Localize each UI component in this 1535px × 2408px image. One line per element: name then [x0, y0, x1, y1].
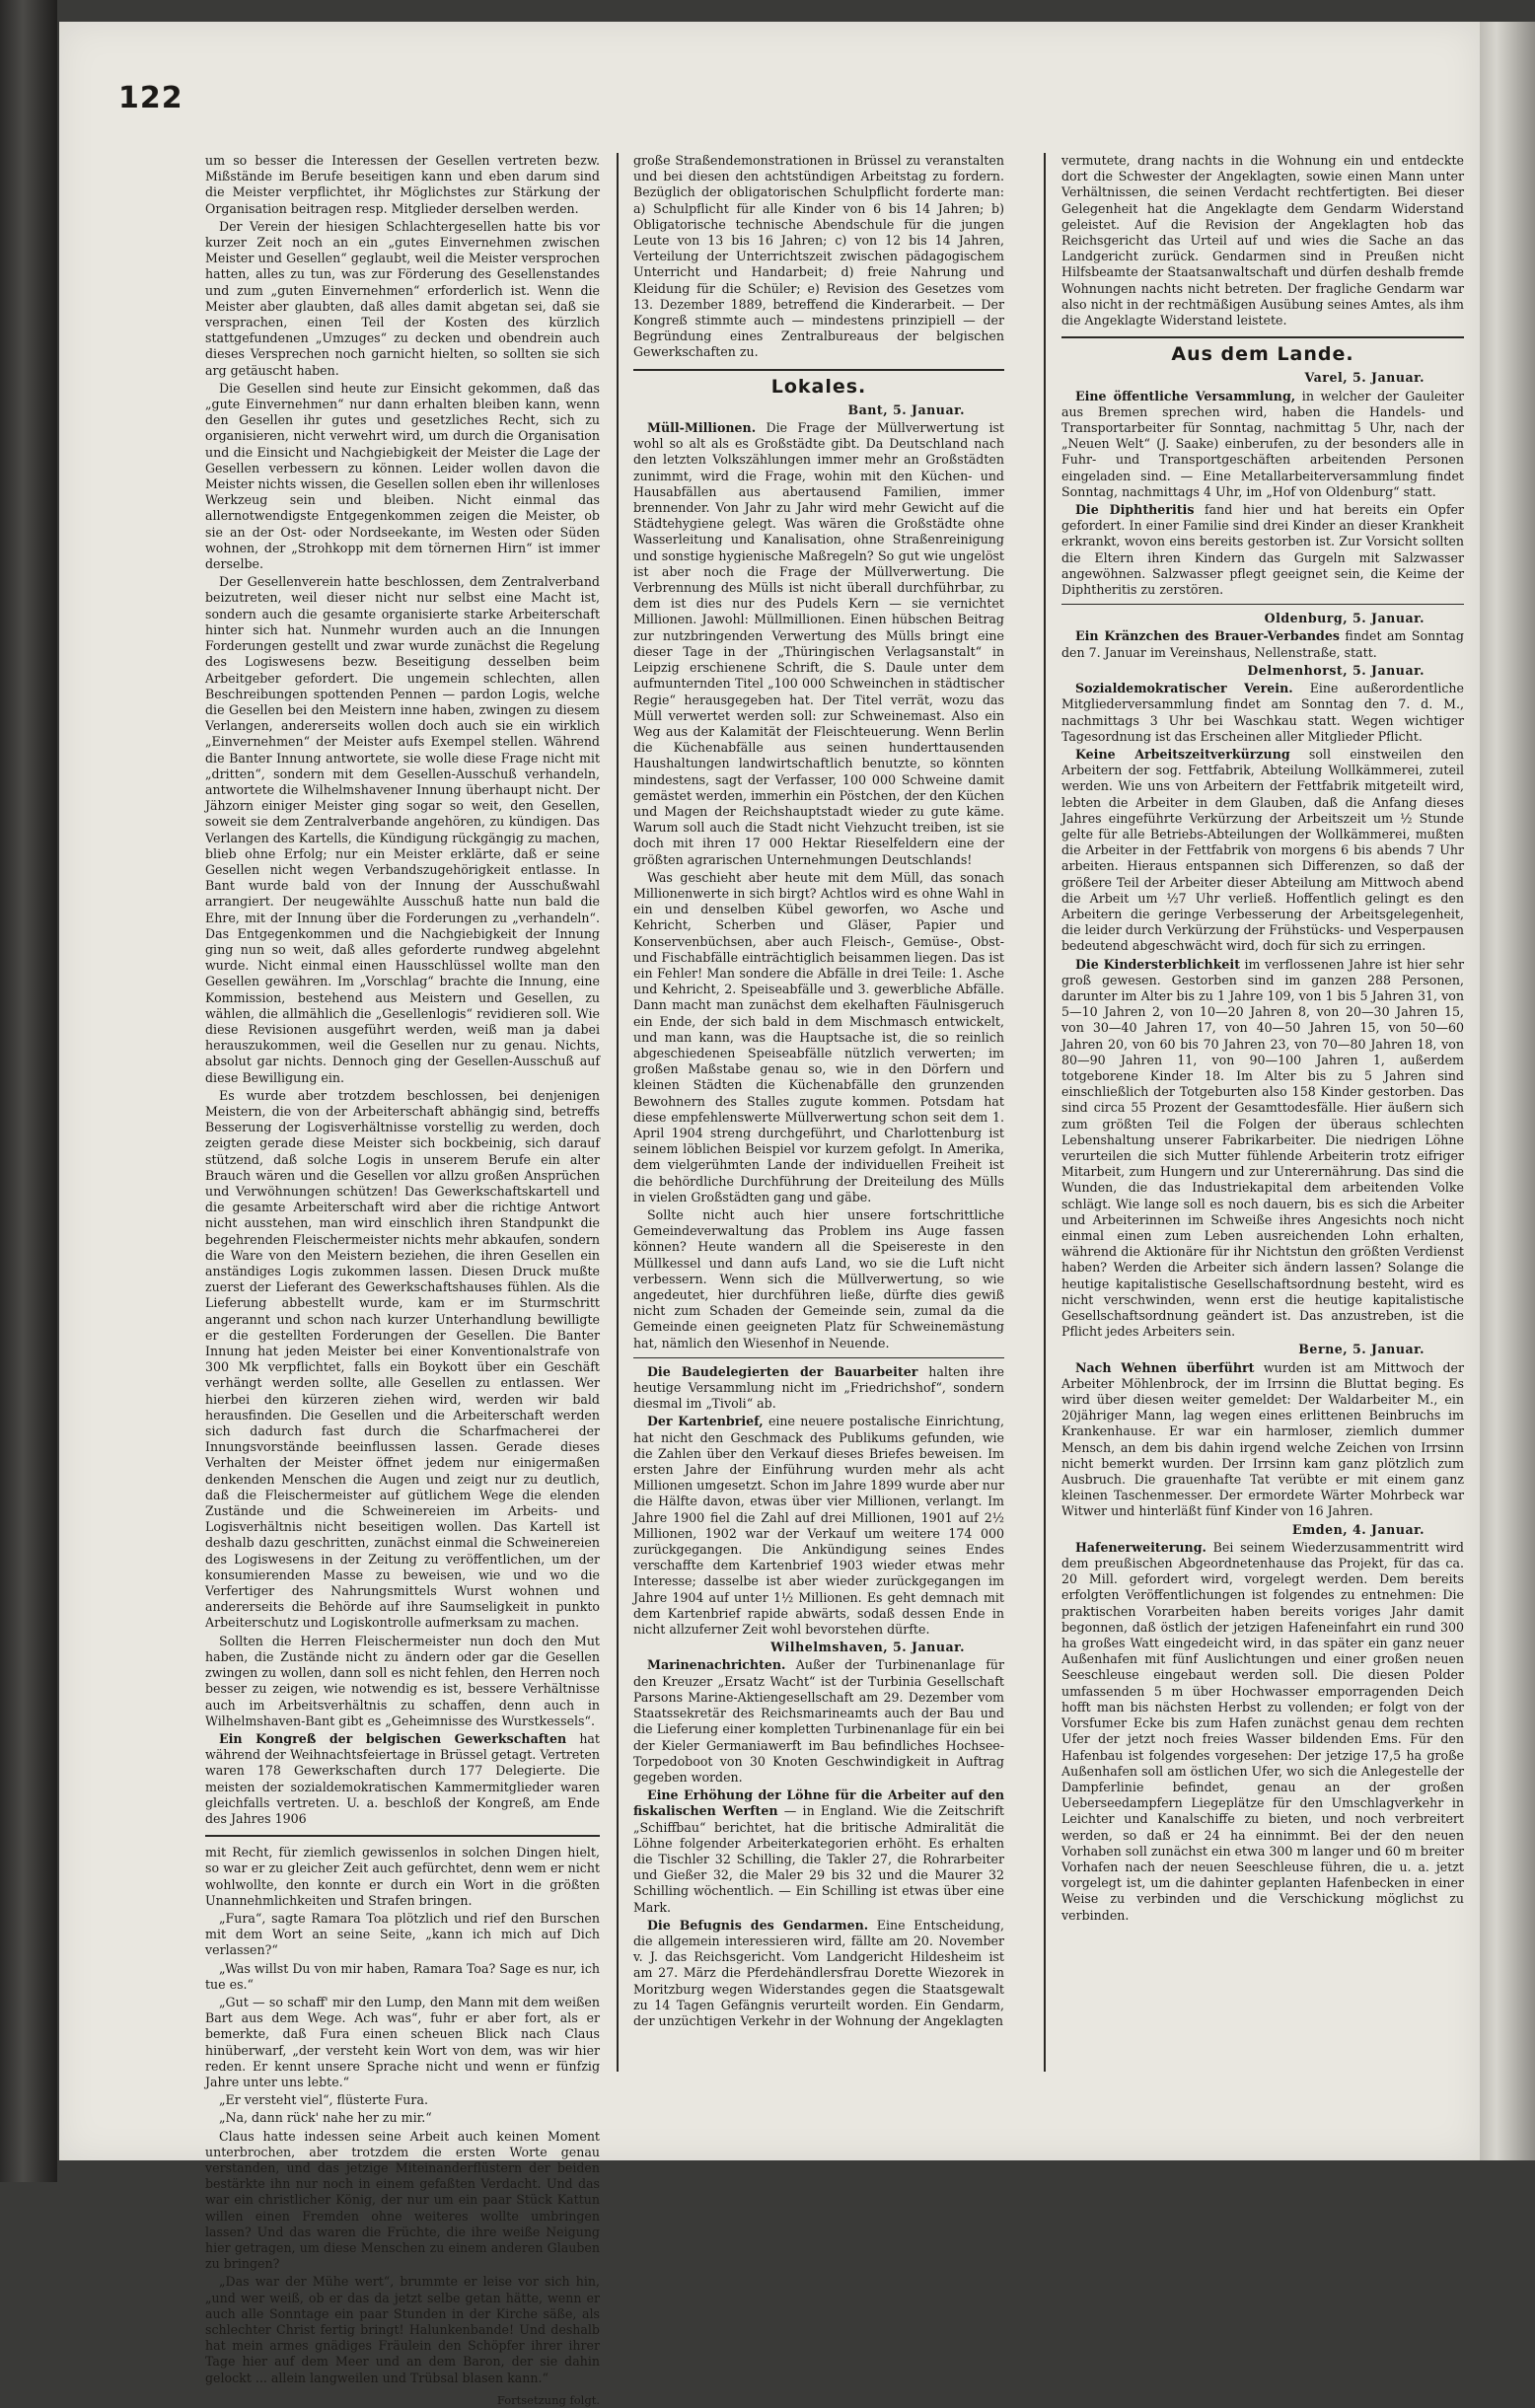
column-rule-1: [617, 153, 619, 2072]
page-edge: [1480, 22, 1535, 2160]
paragraph: um so besser die Interessen der Gesellen vertreten bezw. Mißstände im Berufe beseitigen kann und eben darum sind die Meister verpflichtet, ihr Möglichstes zur Stärkung der Organisation beitragen resp. Mitglieder derselben werden.: [205, 153, 600, 216]
article-heading: Eine Erhöhung der Löhne für die Arbeiter auf den fiskalischen Werften: [633, 1788, 1004, 1819]
article-heading: Ein Kränzchen des Brauer-Verbandes: [1075, 628, 1340, 644]
story-paragraph: „Gut — so schaff' mir den Lump, den Mann mit dem weißen Bart aus dem Wege. Ach was“, fuhr er aber fort, als er bemerkte, daß Fura einen scheuen Blick nach Claus hinüberwarf, „der versteht kein Wort von dem, was wir hier reden. Er kennt unsere Sprache nicht und wenn er fünfzig Jahre unter uns lebte.“: [205, 1994, 600, 2089]
article-heading: Ein Kongreß der belgischen Gewerkschaften: [219, 1730, 567, 1746]
story-paragraph: „Das war der Mühe wert“, brummte er leise vor sich hin, „und wer weiß, ob er das da jetzt selbe getan hätte, wenn er auch alle Sonntage ein paar Stunden in der Kirche säße, als schlechter Christ fertig bringt! Halunkenbande! Und deshalb hat mein armes gnädiges Fräulein den Schöpfer ihrer ihrer Tage hier auf dem Meer und an dem Baron, der sie dahin gelockt ... allein langweilen und Trübsal blasen kann.“: [205, 2274, 600, 2385]
article-hafen: Hafenerweiterung. Bei seinem Wiederzusammentritt wird dem preußischen Abgeordnetenhause das Projekt, für das ca. 20 Mill. gefordert wird, vorgelegt werden. Dem bereits erfolgten Veröffentlichungen ist folgendes zu entnehmen: Die praktischen Vorarbeiten haben bereits voriges Jahr damit begonnen, daß östlich der jetzigen Hafeneinfahrt ein rund 300 ha großes Watt eingedeicht wird, in das später ein ganz neuer Außenhafen mit fünf Auslichtungen und einer großen neuen Seeschleuse eingebaut werden soll. Die diesen Polder umfassenden 5 m über Hochwasser emporragenden Deich hofft man bis nächsten Herbst zu vollenden; er folgt von der Vorsfumer Ecke bis zum Hafen zunächst genau dem rechten Ufer der jetzt noch freies Wasser bildenden Ems. Für den Hafenbau ist folgendes vorgesehen: Der jetzige 17,5 ha große Außenhafen soll am östlichen Ufer, wo sich die Anlegestelle der Dampferlinie befindet, genau an der großen Ueberseedampfern Liegeplätze für den Umschlagverkehr in Leichter und Kanalschiffe zu bieten, und noch verbreitert werden, so daß er 24 ha einnimmt. Bei der den neuen Vorhaben soll zunächst ein etwa 300 m langer und 60 m breiter Vorhafen nach der neuen Seeschleuse führen, die u. a. jetzt vorgelegt ist, um die dahinter geplanten Hafenbecken in einer Weise zu verbinden und die Verschickung möglichst zu verbinden.: [1061, 1539, 1464, 1923]
article-gendarm: Die Befugnis des Gendarmen. Eine Entscheidung, die allgemein interessieren wird, fällte am 20. November v. J. das Reichsgericht. Vom Landgericht Hildesheim ist am 27. März die Pferdehändlersfrau Dorette Wiezorek in Moritzburg wegen Widerstandes gegen die Staatsgewalt zu 14 Tagen Gefängnis verurteilt worden. Ein Gendarm, der unzüchtigen Verkehr in der Wohnung der Angeklagten: [633, 1917, 1004, 2028]
book-binding: [0, 0, 57, 2182]
paragraph: Der Gesellenverein hatte beschlossen, dem Zentralverband beizutreten, weil dieser nicht nur selbst eine Macht ist, sondern auch die gesamte organisierte starke Arbeiterschaft hinter sich hat. Nunmehr wurden auch an die Innungen Forderungen gestellt und zwar wurde zunächst die Regelung des Logiswesens bezw. Beseitigung desselben beim Arbeitgeber gefordert. Die ungemein schlechten, allen Beschreibungen spottenden Pennen — pardon Logis, welche die Gesellen bei den Meistern inne haben, zwingen zu diesem Verlangen, andererseits wollen doch auch sie ein wirklich „Einvernehmen“ der Meister aufs Exempel stellen. Während die Banter Innung antwortete, sie wolle diese Frage nicht mit „dritten“, sondern mit dem Gesellen-Ausschuß verhandeln, antwortete die Wilhelmshavener Innung überhaupt nicht. Der Jähzorn einiger Meister ging sogar so weit, den Gesellen, soweit sie dem Zentralverbande angehören, zu kündigen. Das Verlangen des Kartells, die Kündigung rückgängig zu machen, blieb ohne Erfolg; nur ein Meister erklärte, daß er seine Gesellen nicht wegen Verbandszugehörigkeit entlasse. In Bant wurde bald von der Innung der Ausschußwahl arrangiert. Der neugewählte Ausschuß hatte nun bald die Ehre, mit der Innung über die Forderungen zu „verhandeln“. Das Entgegenkommen und die Nachgiebigkeit der Innung ging nun so weit, daß alles geforderte rundweg abgelehnt wurde. Nicht einmal einen Hausschlüssel wollte man den Gesellen gewähren. Im „Vorschlag“ brachte die Innung, eine Kommission, bestehend aus Meistern und Gesellen, zu wählen, die allmählich die „Gesellenlogis“ revidieren soll. Wie diese Revisionen ausgeführt werden, weiß man ja dabei herauszukommen, weil die Gesellen nur zu genau. Nichts, absolut gar nichts. Dennoch ging der Gesellen-Ausschuß auf diese Bewilligung ein.: [205, 574, 600, 1085]
article-heading: Die Befugnis des Gendarmen.: [647, 1917, 869, 1933]
article-sozdem: Sozialdemokratischer Verein. Eine außerordentliche Mitgliederversammlung findet am Sonntag den 7. d. M., nachmittags 3 Uhr bei Waschkau statt. Wegen wichtiger Tagesordnung ist das Erscheinen aller Mitglieder Pflicht.: [1061, 681, 1464, 744]
dateline: Berne, 5. Januar.: [1298, 1342, 1425, 1357]
paragraph: Der Verein der hiesigen Schlachtergesellen hatte bis vor kurzer Zeit noch an ein „gutes Einvernehmen zwischen Meister und Gesellen“ geglaubt, weil die Meister versprochen hatten, alles zu tun, was zur Förderung des Gesellenstandes und zum „guten Einvernehmen“ erforderlich ist. Wenn die Meister aber glaubten, daß alles damit abgetan sei, daß sie versprachen, einen Teil der Kosten des kürzlich stattgefundenen „Umzuges“ zu decken und obendrein auch dieses Versprechen noch garnicht hielten, so sollten sie sich arg getäuscht haben.: [205, 218, 600, 378]
article-kongress: [205, 1731, 600, 1827]
article-heading: Die Baudelegierten der Bauarbeiter: [647, 1363, 918, 1379]
article-heading: Müll-Millionen.: [647, 420, 757, 436]
feuilleton-divider: [205, 1835, 600, 1837]
column-3: [1061, 153, 1464, 2067]
article-diphtheritis: Die Diphtheritis fand hier und hat bereits ein Opfer gefordert. In einer Familie sind drei Kinder an dieser Krankheit erkrankt, wovon eins bereits gestorben ist. Zur Vorsicht sollten die Eltern ihren Kindern das Gurgeln mit Salzwasser angewöhnen. Salzwasser pflegt geeignet sein, die Keime der Diphtheritis zu zerstören.: [1061, 502, 1464, 598]
page-number: 122: [118, 81, 183, 115]
article-wehnen: Nach Wehnen überführt wurden ist am Mittwoch der Arbeiter Möhlenbrock, der im Irrsinn die Bluttat beging. Es wird über diesen weiter gemeldet: Der Waldarbeiter M., ein 20jähriger Mann, lag wegen eines erlittenen Beinbruchs im Krankenhause. Er war ein harmloser, ziemlich dummer Mensch, an dem bis dahin irgend welche Zeichen von Irrsinn nicht bemerkt wurden. Der Irrsinn kam ganz plötzlich zum Ausbruch. Die grauenhafte Tat verübte er mit einem ganz kleinen Taschenmesser. Der ermordete Wärter Mohrbeck war Witwer und hinterläßt fünf Kinder von 16 Jahren.: [1061, 1359, 1465, 1519]
paragraph: Was geschieht aber heute mit dem Müll, das sonach Millionenwerte in sich birgt? Achtlos wird es ohne Wahl in ein und denselben Kübel geworfen, wo Asche und Kehricht, Scherben und Gläser, Papier und Konservenbüchsen, aber auch Fleisch-, Gemüse-, Obst- und Fischabfälle einträchtiglich beisammen liegen. Das ist ein Fehler! Man sondere die Abfälle in drei Teile: 1. Asche und Kehricht, 2. Speiseabfälle und 3. gewerbliche Abfälle. Dann macht man zunächst dem ekelhaften Fäulnisgeruch ein Ende, der sich bald in dem Mischmasch entwickelt, und man kann, was die Hauptsache ist, die so reinlich abgeschiedenen Speiseabfälle nützlich verwerten; im großen Maßstabe genau so, wie in den Dörfern und kleinen Städten die Küchenabfälle den grunzenden Bewohnern des Stalles zugute kommen. Potsdam hat diese empfehlenswerte Müllverwertung schon seit dem 1. April 1904 streng durchgeführt, und Charlottenburg ist seinem löblichen Beispiel vor kurzem gefolgt. In Amerika, dem vielgerühmten Lande der individuellen Freiheit ist die behördliche Durchführung der Dreiteilung des Mülls in vielen Großstädten gang und gäbe.: [633, 869, 1004, 1204]
article-heading: Nach Wehnen überführt: [1075, 1359, 1255, 1375]
article-kartenbrief: Der Kartenbrief, eine neuere postalische Einrichtung, hat nicht den Geschmack des Publikums gefunden, wie die Zahlen über den Verkauf dieses Briefes beweisen. Im ersten Jahre der Einführung wurden mehr als acht Millionen umgesetzt. Schon im Jahre 1899 wurde aber nur die Hälfte davon, etwas über vier Millionen, verlangt. Im Jahre 1900 fiel die Zahl auf drei Millionen, 1901 auf 2½ Millionen, 1902 war der Verkauf um weitere 174 000 zurückgegangen. Die Ankündigung seines Endes verschaffte dem Kartenbrief 1903 wieder etwas mehr Interesse; dasselbe ist aber wieder zurückgegangen im Jahre 1904 auf unter 1½ Millionen. Es geht demnach mit dem Kartenbrief rapide abwärts, sodaß dessen Ende in nicht allzuferner Zeit wohl bevorstehen dürfte.: [633, 1414, 1004, 1638]
article-heading: Keine Arbeitszeitverkürzung: [1075, 746, 1290, 762]
article-heading: Marinenachrichten.: [647, 1657, 786, 1673]
article-text: hat während der Weihnachtsfeiertage in Brüssel getagt. Vertreten waren 178 Gewerkschaften durch 177 Delegierte. Die meisten der sozialdemokratischen Kammermitglieder waren gleichfalls vertreten. U. a. beschloß der Kongreß, am Ende des Jahres 1906: [205, 1730, 600, 1826]
section-divider: [633, 369, 1004, 371]
paragraph: Sollten die Herren Fleischermeister nun doch den Mut haben, die Zustände nicht zu ändern oder gar die Gesellen zwingen zu wollen, dann soll es nicht fehlen, den Herren noch besser zu zeigen, wie notwendig es ist, bessere Verhältnisse auch im Arbeitsverhältnis zu schaffen, denn auch in Wilhelmshaven-Bant gibt es „Geheimnisse des Wurstkessels“.: [205, 1633, 600, 1728]
article-divider: [1061, 604, 1464, 605]
paragraph: Sollte nicht auch hier unsere fortschrittliche Gemeindeverwaltung das Problem ins Auge fassen können? Heute wandern all die Speisereste in den Müllkessel und dann aufs Land, wo sie die Luft nicht verbessern. Wenn sich die Müllverwertung, so wie angedeutet, hier durchführen ließe, dürfte dies gewiß nicht zum Schaden der Gemeinde sein, zumal da die Gemeinde einen geeigneten Platz für Schweinemästung hat, nämlich den Wiesenhof in Neuende.: [633, 1207, 1004, 1350]
story-paragraph: Claus hatte indessen seine Arbeit auch keinen Moment unterbrochen, aber trotzdem die ersten Worte genau verstanden, und das jetzige Miteinanderflüstern der beiden bestärkte ihn nur noch in einem gefaßten Verdacht. Und das war ein christlicher König, der nur um ein paar Stück Kattun willen einen Fremden ohne weiteres wollte umbringen lassen? Und das waren die Früchte, die ihre weiße Neigung hier getragen, um diese Menschen zu einem anderen Glauben zu bringen?: [205, 2128, 600, 2272]
article-muell: Müll-Millionen. Die Frage der Müllverwertung ist wohl so alt als es Großstädte gibt. Da Deutschland nach den letzten Volkszählungen immer mehr an Großstädten zunimmt, wird die Frage, wohin mit den Küchen- und Hausabfällen aus abertausend Familien, immer brennender. Von Jahr zu Jahr wird mehr Gewicht auf die Städtehygiene gelegt. Was wären die Großstädte ohne Wasserleitung und Kanalisation, ohne Straßenreinigung und sonstige hygienische Maßregeln? So gut wie ungelöst ist aber noch die Frage der Müllverwertung. Die Verbrennung des Mülls ist nicht überall durchführbar, zu dem ist dies nur des Pudels Kern — sie vernichtet Millionen. Jawohl: Müllmillionen. Einen hübschen Beitrag zur nutzbringenden Verwertung des Mülls bringt eine dieser Tage in der „Thüringischen Verlagsanstalt“ in Leipzig erschienene Schrift, die S. Daule unter dem aufmunternden Titel „100 000 Schweinchen in städtischer Regie“ herausgegeben hat. Der Titel verrät, wozu das Müll verwertet werden soll: zur Schweinemast. Also ein Weg aus der Kalamität der Fleischteuerung. Wenn Berlin die Küchenabfälle aus seinen hunderttausenden Haushaltungen landwirtschaftlich benutzte, so könnten mindestens, sagt der Verfasser, 100 000 Schweine damit gemästet werden, immerhin ein Pöstchen, der den Küchen und Magen der Reichshauptstadt wieder zu gute käme. Warum soll auch die Stadt nicht Viehzucht treiben, ist sie doch mit ihren 17 000 Hektar Rieselfeldern eine der größten agrarischen Unternehmungen Deutschlands!: [633, 420, 1004, 867]
section-heading-lokales: Lokales.: [770, 375, 867, 398]
article-marine: Marinenachrichten. Außer der Turbinenanlage für den Kreuzer „Ersatz Wacht“ ist der Turbinia Gesellschaft Parsons Marine-Aktiengesellschaft am 29. Dezember vom Staatssekretär des Reichsmarineamts auch der Bau und die Lieferung einer kompletten Turbinenanlage für ein bei der Kieler Germaniawerft im Bau befindliches Hochsee-Torpedoboot von 30 Knoten Geschwindigkeit in Auftrag gegeben worden.: [633, 1657, 1004, 1785]
article-heading: Die Kindersterblichkeit: [1075, 956, 1241, 972]
dateline: Varel, 5. Januar.: [1304, 370, 1425, 386]
article-arbeitszeit: Keine Arbeitszeitverkürzung soll einstweilen den Arbeitern der sog. Fettfabrik, Abteilung Wollkämmerei, zuteil werden. Wie uns von Arbeitern der Fettfabrik mitgeteilt wird, lebten die Arbeiter in dem Glauben, daß die Anfang dieses Jahres eingeführte Verkürzung der Arbeitszeit um ½ Stunde gelte für alle Betriebs-Abteilungen der Wollkämmerei, mußten die Arbeiter in der Fettfabrik von morgens 6 bis abends 7 Uhr arbeiten. Hieraus entspannen sich Differenzen, so daß der größere Teil der Arbeiter dieser Abteilung am Mittwoch abend die Arbeit um ½7 Uhr verließ. Hoffentlich gelingt es den Arbeitern die geringe Verbesserung der Arbeitsgelegenheit, die leider durch Verkürzung der Frühstücks- und Vesperpausen bedeutend abgeschwächt wird, doch für sich zu erringen.: [1061, 746, 1465, 954]
article-divider: [633, 1357, 1004, 1358]
section-heading-aus-dem-lande: Aus dem Lande.: [1171, 343, 1354, 366]
story-paragraph: „Na, dann rück' nahe her zu mir.“: [219, 2110, 432, 2126]
column-rule-2: [1044, 153, 1046, 2072]
article-heading: Sozialdemokratischer Verein.: [1075, 681, 1293, 696]
story-paragraph: mit Recht, für ziemlich gewissenlos in solchen Dingen hielt, so war er zu gleicher Zeit auch gefürchtet, denn wem er nicht wohlwollte, den konnte er durch ein Wort in die größten Unannehmlichkeiten und Strafen bringen.: [205, 1845, 600, 1908]
article-heading: Die Diphtheritis: [1075, 502, 1195, 518]
column-1: [205, 153, 600, 2407]
article-loehne: Eine Erhöhung der Löhne für die Arbeiter auf den fiskalischen Werften — in England. Wie die Zeitschrift „Schiffbau“ berichtet, hat die britische Admiralität die Löhne folgender Arbeiterkategorien erhöht. Es erhalten die Tischler 32 Schilling, die Takler 27, die Rohrarbeiter und Gießer 32, die Maler 29 bis 32 und die Maurer 32 Schilling wöchentlich. — Ein Schilling ist etwas über eine Mark.: [633, 1788, 1004, 1915]
dateline: Bant, 5. Januar.: [847, 401, 965, 417]
column-2: [633, 153, 1004, 2067]
paragraph: Die Gesellen sind heute zur Einsicht gekommen, daß das „gute Einvernehmen“ nur dann erhalten bleiben kann, wenn den Gesellen ihr gutes und gesetzliches Recht, sich zu organisieren, nicht verwehrt wird, um durch die Organisation und die Einsicht und Nachgiebigkeit der Meister die Lage der Gesellen verbessern zu können. Leider wollen davon die Meister nichts wissen, die Gesellen sollen eben ihr willenloses Werkzeug sein und bleiben. Nicht einmal das allernotwendigste Entgegenkommen zeigen die Meister, ob sie an der Ost- oder Nordseekante, im Westen oder Süden wohnen, der „Strohkopp mit dem törnernen Hirn“ ist immer derselbe.: [205, 380, 600, 572]
article-versammlung: Eine öffentliche Versammlung, in welcher der Gauleiter aus Bremen sprechen wird, haben die Handels- und Transportarbeiter für Sonntag, nachmittag 5 Uhr, nach der „Neuen Welt“ (J. Saake) einberufen, zu der besonders alle in Fuhr- und Transportgeschäften arbeitenden Personen eingeladen sind. — Eine Metallarbeiterversammlung findet Sonntag, nachmittags 4 Uhr, im „Hof von Oldenburg“ statt.: [1061, 388, 1464, 499]
section-divider: [1061, 336, 1464, 338]
article-heading: Hafenerweiterung.: [1075, 1539, 1206, 1555]
paragraph: große Straßendemonstrationen in Brüssel zu veranstalten und bei diesen den achtstündigen Arbeitstag zu fordern. Bezüglich der obligatorischen Schulpflicht forderte man: a) Schulpflicht für alle Kinder von 6 bis 14 Jahren; b) Obligatorische technische Abendschule für die jungen Leute von 13 bis 16 Jahren; c) von 12 bis 14 Jahren, Verteilung der Unterrichtszeit zwischen pädagogischem Unterricht und Handarbeit; d) freie Nahrung und Kleidung für die Schüler; e) Revision des Gesetzes vom 13. Dezember 1889, betreffend die Kinderarbeit. — Der Kongreß stimmte auch — mindestens prinzipiell — der Begründung eines Zentralbureaus der belgischen Gewerkschaften zu.: [633, 153, 1004, 360]
continuation-note: Fortsetzung folgt.: [496, 2392, 600, 2407]
paragraph: Es wurde aber trotzdem beschlossen, bei denjenigen Meistern, die von der Arbeiterschaft abhängig sind, betreffs Besserung der Logisverhältnisse vorstellig zu werden, doch zeigten gerade diese Meister sich bockbeinig, sich darauf stützend, daß solche Logis in unserem Berufe ein alter Brauch wären und die Gesellen vor allzu großen Ansprüchen und Verwöhnungen schützen! Das Gewerkschaftskartell und die gesamte Arbeiterschaft wird aber die richtige Antwort nicht ausstehen, man wird einschlich ihren Standpunkt die begehrenden Fleischermeister nichts mehr abkaufen, sondern die Ware von den Meistern beziehen, die ihren Gesellen ein anständiges Logis zukommen lassen. Diesen Druck mußte zuerst der Lieferant des Gewerkschaftshauses fühlen. Als die Lieferung abbestellt wurde, kam er im Sturmschritt angerannt und schon nach kurzer Unterhandlung bewilligte er die gestellten Forderungen der Gesellen. Die Banter Innung hat jeden Meister bei einer Konventionalstrafe von 300 Mk verpflichtet, falls ein Boykott über ein Geschäft verhängt werden sollte, alle Gesellen zu entlassen. Wer hierbei den kürzeren ziehen wird, werden wir bald herausfinden. Die Gesellen und die Arbeiterschaft werden sich dadurch fast durch die Scharfmacherei der Innungsvorstände beeinflussen lassen. Gerade dieses Verhalten der Meister öffnet jedem nur einigermaßen denkenden Menschen die Augen und zeigt nur zu deutlich, daß die Fleischermeister auf gütlichem Wege die elenden Zustände und die Schweinereien im Arbeits- und Logisverhältnis nicht beseitigen wollen. Das Kartell ist deshalb dazu geschritten, zunächst einmal die Schweinereien des Logiswesens in der Zeitung zu veröffentlichen, um der konsumierenden Masse zu beweisen, wie und wo die Verfertiger des Nahrungsmittels Wurst wohnen und andererseits die Behörde auf ihre Saumseligkeit in punkto Arbeiterschutz und Logiskontrolle aufmerksam zu machen.: [205, 1087, 600, 1631]
article-kraenzchen: Ein Kränzchen des Brauer-Verbandes findet am Sonntag den 7. Januar im Vereinshaus, Nellenstraße, statt.: [1061, 628, 1464, 660]
story-paragraph: „Er versteht viel“, flüsterte Fura.: [219, 2092, 428, 2108]
article-heading: Eine öffentliche Versammlung,: [1075, 388, 1296, 403]
dateline: Oldenburg, 5. Januar.: [1264, 611, 1425, 626]
dateline: Emden, 4. Januar.: [1291, 1521, 1425, 1537]
dateline: Wilhelmshaven, 5. Januar.: [770, 1640, 965, 1655]
article-heading: Der Kartenbrief,: [647, 1414, 764, 1429]
article-bau: Die Baudelegierten der Bauarbeiter halten ihre heutige Versammlung nicht im „Friedrichshof“, sondern diesmal im „Tivoli“ ab.: [633, 1363, 1004, 1412]
paragraph: vermutete, drang nachts in die Wohnung ein und entdeckte dort die Schwester der Angeklagten, sowie einen Mann unter Verhältnissen, die seinen Verdacht rechtfertigten. Bei dieser Gelegenheit hat die Angeklagte dem Gendarm Widerstand geleistet. Auf die Revision der Angeklagten hob das Reichsgericht das Urteil auf und wies die Sache an das Landgericht zurück. Gendarmen sind in Preußen nicht Hilfsbeamte der Staatsanwaltschaft und dürfen deshalb fremde Wohnungen nachts nicht betreten. Der fragliche Gendarm war also nicht in der rechtmäßigen Ausübung seines Amtes, als ihm die Angeklagte Widerstand leistete.: [1061, 153, 1464, 328]
article-kindersterblichkeit: Die Kindersterblichkeit im verflossenen Jahre ist hier sehr groß gewesen. Gestorben sind im ganzen 288 Personen, darunter im Alter bis zu 1 Jahre 109, von 1 bis 5 Jahren 31, von 5—10 Jahren 2, von 10—20 Jahren 8, von 20—30 Jahren 15, von 30—40 Jahren 17, von 40—50 Jahren 15, von 50—60 Jahren 20, von 60 bis 70 Jahren 23, von 70—80 Jahren 18, von 80—90 Jahren 11, von 90—100 Jahren 1, außerdem totgeborene Kinder 18. Im Alter bis zu 5 Jahren sind einschließlich der Totgeburten also 158 Kinder gestorben. Das sind circa 55 Prozent der Gesamttodesfälle. Hier äußern sich zum größten Teil die Folgen der überaus schlechten Lebenshaltung unserer Fabrikarbeiter. Die niedrigen Löhne verurteilen die sich Mutter fühlende Arbeiterin trotz eifriger Mitarbeit, zum Hungern und zur Unterernährung. Das sind die Wunden, die das Industriekapital dem arbeitenden Volke schlägt. Wie lange soll es noch dauern, bis es sich die Arbeiter und Arbeiterinnen im Schweiße ihres Angesichts noch nicht einmal einen zum Leben ausreichenden Lohn erhalten, während die Aktionäre für ihr Nichtstun den größten Verdienst haben? Werden die Arbeiter sich ändern lassen? Solange die heutige kapitalistische Gesellschaftsordnung besteht, wird es nicht verschwinden, wenn erst die heutige kapitalistische Gesellschaftsordnung geändert ist. Das anzustreben, ist die Pflicht jedes Arbeiters sein.: [1061, 956, 1464, 1340]
dateline: Delmenhorst, 5. Januar.: [1247, 662, 1425, 678]
story-paragraph: „Was willst Du von mir haben, Ramara Toa? Sage es nur, ich tue es.“: [205, 1960, 600, 1992]
story-paragraph: „Fura“, sagte Ramara Toa plötzlich und rief den Burschen mit dem Wort an seine Seite, „kann ich mich auf Dich verlassen?“: [205, 1910, 600, 1958]
